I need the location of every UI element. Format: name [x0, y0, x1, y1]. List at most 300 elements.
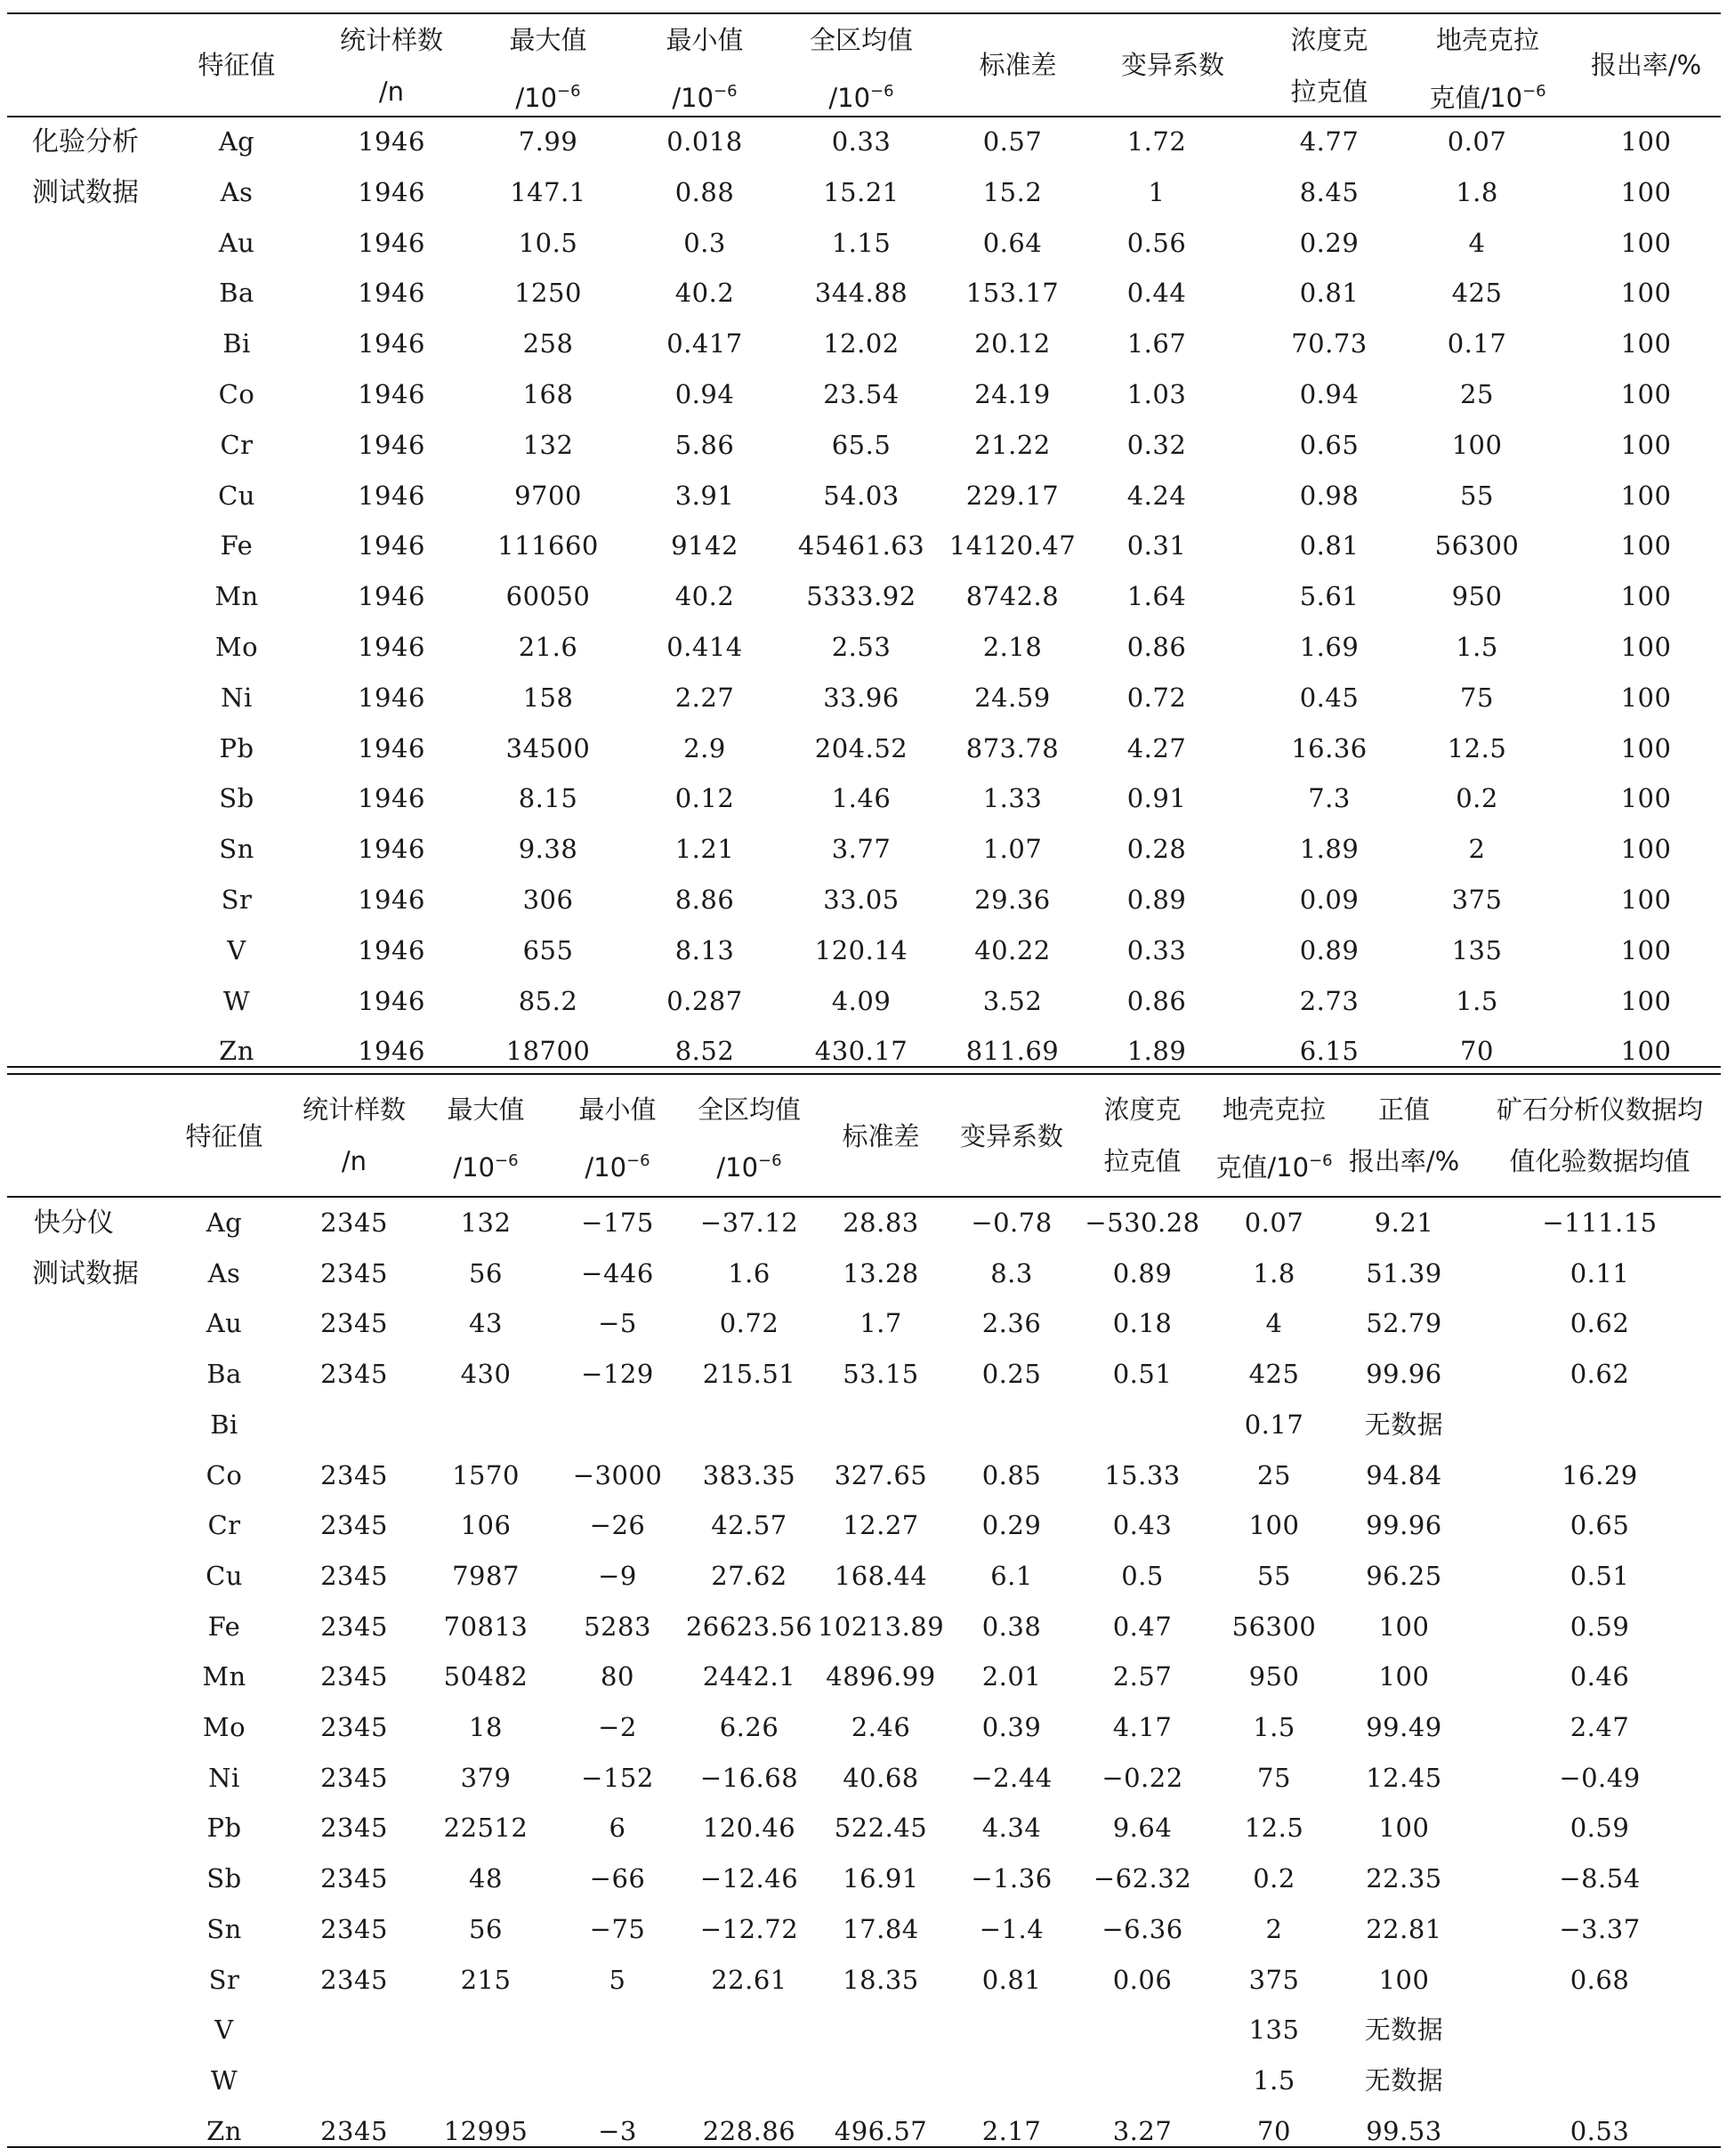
ck-cell: 0.89 [1112, 1257, 1173, 1288]
count-cell: 1946 [358, 783, 425, 814]
max-cell: 430 [460, 1359, 512, 1390]
mean-cell: 215.51 [702, 1359, 796, 1390]
table-row [0, 571, 1727, 621]
t2-header-ratio [1497, 1084, 1703, 1187]
ck-cell: 0.47 [1112, 1611, 1173, 1642]
mean-cell: 120.46 [702, 1813, 796, 1844]
count-cell: 2345 [320, 1560, 388, 1591]
rate-cell: 100 [1620, 126, 1672, 157]
t2-header-mean [698, 1084, 801, 1193]
table-row [0, 1753, 1727, 1803]
max-cell: 18700 [505, 1036, 591, 1067]
cv-cell: 1.72 [1126, 126, 1187, 157]
table-row [0, 1904, 1727, 1954]
min-cell: 1.21 [674, 834, 735, 865]
cv-cell: 0.44 [1126, 278, 1187, 309]
crust-cell: 1.5 [1253, 2064, 1295, 2095]
rate-cell: 100 [1620, 884, 1672, 915]
t2-header-count-l2: /n [341, 1146, 367, 1176]
t1-header-ck-l2: 拉克值 [1290, 77, 1368, 107]
std-cell: 14120.47 [948, 530, 1077, 561]
min-cell: −9 [598, 1560, 637, 1591]
ck-cell: 2.73 [1299, 985, 1360, 1016]
ratio-cell: 0.46 [1570, 1661, 1630, 1692]
ck-cell: 8.45 [1299, 176, 1360, 207]
t1-header-count [340, 14, 443, 117]
min-cell: 5283 [584, 1611, 651, 1642]
t2-header-ratio-l1: 矿石分析仪数据均 [1496, 1094, 1704, 1125]
table-row [0, 319, 1727, 368]
count-cell: 1946 [358, 176, 425, 207]
crust-cell: 75 [1460, 682, 1494, 713]
ratio-cell: 0.62 [1570, 1359, 1630, 1390]
min-cell: 0.3 [683, 227, 726, 258]
t1-header-rate: 报出率/% [1590, 50, 1702, 80]
mean-cell: 15.21 [823, 176, 900, 207]
element-cell: Sb [206, 1863, 242, 1894]
ck-cell: 0.65 [1299, 429, 1360, 460]
element-cell: Cu [218, 480, 255, 511]
rate-cell: 100 [1620, 985, 1672, 1016]
t1-header-feature: 特征值 [198, 50, 276, 80]
count-cell: 1946 [358, 278, 425, 309]
count-cell: 1946 [358, 732, 425, 763]
min-cell: −75 [589, 1913, 646, 1944]
t1-header-mean [810, 14, 913, 124]
element-cell: W [210, 2064, 238, 2095]
table-row [0, 925, 1727, 975]
crust-cell: 55 [1257, 1560, 1291, 1591]
std-cell: 8742.8 [965, 581, 1060, 612]
std-cell: 3.52 [982, 985, 1043, 1016]
mean-cell: 2.53 [831, 632, 892, 662]
table-row [0, 1248, 1727, 1298]
t2-header-rate-l1: 正值 [1377, 1094, 1431, 1125]
element-cell: Co [218, 379, 255, 409]
element-cell: Pb [219, 732, 254, 763]
max-cell: 1570 [452, 1459, 520, 1490]
std-cell: 20.12 [974, 328, 1051, 359]
element-cell: Bi [222, 328, 251, 359]
std-cell: 2.18 [982, 632, 1043, 662]
mean-cell: −12.46 [699, 1863, 799, 1894]
table-row [0, 773, 1727, 823]
mean-cell: 2442.1 [702, 1661, 796, 1692]
table-row [0, 1026, 1727, 1076]
count-cell: 1946 [358, 1036, 425, 1067]
t1-header-crust-exp: −6 [1522, 82, 1546, 101]
mean-cell: 12.02 [823, 328, 900, 359]
element-cell: Ag [218, 126, 255, 157]
table-row [0, 824, 1727, 874]
count-cell: 2345 [320, 1661, 388, 1692]
crust-cell: 25 [1460, 379, 1494, 409]
t1-header-max [509, 14, 586, 124]
std-cell: 13.28 [843, 1257, 919, 1288]
ck-cell: 0.29 [1299, 227, 1360, 258]
cv-cell: −1.36 [971, 1863, 1053, 1894]
element-cell: Pb [206, 1813, 242, 1844]
crust-cell: 25 [1257, 1459, 1291, 1490]
crust-cell: 375 [1248, 1964, 1300, 1995]
cv-cell: 1.67 [1126, 328, 1187, 359]
t2-header-rate [1349, 1084, 1459, 1187]
element-cell: Ba [219, 278, 254, 309]
std-cell: 16.91 [843, 1863, 919, 1894]
min-cell: 0.417 [666, 328, 743, 359]
element-cell: Sr [208, 1964, 240, 1995]
count-cell: 2345 [320, 1611, 388, 1642]
table-row [0, 1198, 1727, 1248]
crust-cell: 0.07 [1244, 1207, 1304, 1238]
rate-cell: 100 [1620, 732, 1672, 763]
min-cell: 2.9 [683, 732, 726, 763]
table-row [0, 521, 1727, 570]
crust-cell: 950 [1248, 1661, 1300, 1692]
min-cell: −26 [589, 1510, 646, 1541]
mean-cell: 228.86 [702, 2115, 796, 2146]
max-cell: 10.5 [518, 227, 578, 258]
ck-cell: 0.89 [1299, 934, 1360, 965]
table2-bottom-rule [7, 2146, 1721, 2148]
std-cell: 4896.99 [826, 1661, 936, 1692]
std-cell: 811.69 [965, 1036, 1060, 1067]
t2-header-min-exp: −6 [626, 1151, 650, 1170]
table-row [0, 2055, 1727, 2105]
max-cell: 111660 [497, 530, 599, 561]
max-cell: 158 [522, 682, 574, 713]
mean-cell: 27.62 [711, 1560, 787, 1591]
cv-cell: 1 [1148, 176, 1166, 207]
std-cell: 1.33 [982, 783, 1043, 814]
crust-cell: 12.5 [1244, 1813, 1304, 1844]
table1-bottom-rule-b [7, 1073, 1721, 1075]
rate-cell: 100 [1620, 176, 1672, 207]
count-cell: 2345 [320, 1712, 388, 1742]
ck-cell: 0.09 [1299, 884, 1360, 915]
rate-cell: 51.39 [1366, 1257, 1442, 1288]
cv-cell: 4.27 [1126, 732, 1187, 763]
crust-cell: 55 [1460, 480, 1494, 511]
mean-cell: −12.72 [699, 1913, 799, 1944]
min-cell: 0.12 [674, 783, 735, 814]
ratio-cell: 2.47 [1570, 1712, 1630, 1742]
rate-cell: 无数据 [1364, 1409, 1444, 1440]
mean-cell: −16.68 [699, 1762, 799, 1793]
min-cell: 0.88 [674, 176, 735, 207]
cv-cell: −2.44 [971, 1762, 1053, 1793]
ck-cell: −530.28 [1085, 1207, 1200, 1238]
std-cell: 40.68 [843, 1762, 919, 1793]
count-cell: 2345 [320, 1913, 388, 1944]
crust-cell: 1.5 [1456, 985, 1498, 1016]
rate-cell: 52.79 [1366, 1308, 1442, 1339]
t2-header-mean-exp: −6 [758, 1151, 782, 1170]
crust-cell: 1.8 [1253, 1257, 1295, 1288]
cv-cell: 1.89 [1126, 1036, 1187, 1067]
rate-cell: 100 [1620, 530, 1672, 561]
ck-cell: 0.81 [1299, 530, 1360, 561]
crust-cell: 2 [1468, 834, 1486, 865]
element-cell: Ni [208, 1762, 240, 1793]
count-cell: 1946 [358, 227, 425, 258]
max-cell: 655 [522, 934, 574, 965]
table-row [0, 2106, 1727, 2156]
crust-cell: 0.2 [1456, 783, 1498, 814]
crust-cell: 56300 [1231, 1611, 1317, 1642]
cv-cell: 0.29 [981, 1510, 1042, 1541]
std-cell: 153.17 [965, 278, 1060, 309]
table-row [0, 723, 1727, 773]
rate-cell: 100 [1620, 581, 1672, 612]
max-cell: 132 [522, 429, 574, 460]
ratio-cell: −8.54 [1559, 1863, 1641, 1894]
crust-cell: 70 [1257, 2115, 1291, 2146]
cv-cell: 0.85 [981, 1459, 1042, 1490]
crust-cell: 100 [1248, 1510, 1300, 1541]
max-cell: 56 [469, 1257, 503, 1288]
ck-cell: 9.64 [1112, 1813, 1173, 1844]
t2-header-max-exp: −6 [495, 1151, 519, 1170]
table-row [0, 369, 1727, 419]
element-cell: Mn [214, 581, 259, 612]
element-cell: Cr [207, 1510, 241, 1541]
element-cell: Sb [219, 783, 254, 814]
count-cell: 1946 [358, 934, 425, 965]
t2-header-max [447, 1084, 524, 1193]
rate-cell: 99.96 [1366, 1359, 1442, 1390]
table-row [0, 976, 1727, 1026]
std-cell: 28.83 [843, 1207, 919, 1238]
mean-cell: 6.26 [719, 1712, 779, 1742]
table-row [0, 471, 1727, 521]
count-cell: 2345 [320, 1459, 388, 1490]
element-cell: Sn [206, 1913, 242, 1944]
min-cell: 3.91 [674, 480, 735, 511]
max-cell: 306 [522, 884, 574, 915]
count-cell: 1946 [358, 126, 425, 157]
t1-header-count-l1: 统计样数 [339, 25, 444, 55]
t2-header-mean-l1: 全区均值 [697, 1094, 802, 1125]
cv-cell: 0.86 [1126, 985, 1187, 1016]
mean-cell: 22.61 [711, 1964, 787, 1995]
table-row [0, 1602, 1727, 1651]
rate-cell: 100 [1378, 1611, 1430, 1642]
element-cell: Sr [221, 884, 253, 915]
crust-cell: 0.17 [1447, 328, 1507, 359]
table-row [0, 1500, 1727, 1550]
t1-header-crust-l1: 地壳克拉 [1435, 25, 1540, 55]
crust-cell: 75 [1257, 1762, 1291, 1793]
t2-header-count-l1: 统计样数 [302, 1094, 407, 1125]
t2-header-ratio-l2: 值化验数据均值 [1509, 1146, 1691, 1176]
min-cell: 8.86 [674, 884, 735, 915]
cv-cell: 4.34 [981, 1813, 1042, 1844]
min-cell: 9142 [671, 530, 738, 561]
count-cell: 1946 [358, 328, 425, 359]
std-cell: 21.22 [974, 429, 1051, 460]
t2-header-ck [1103, 1084, 1181, 1187]
mean-cell: 1.6 [728, 1257, 771, 1288]
table-row [0, 1651, 1727, 1701]
mean-cell: 65.5 [831, 429, 892, 460]
cv-cell: 0.56 [1126, 227, 1187, 258]
ck-cell: 0.06 [1112, 1964, 1173, 1995]
table-row [0, 1400, 1727, 1449]
t1-header-max-exp: −6 [557, 82, 581, 101]
table-row [0, 218, 1727, 268]
count-cell: 2345 [320, 1863, 388, 1894]
min-cell: 0.414 [666, 632, 743, 662]
max-cell: 56 [469, 1913, 503, 1944]
max-cell: 70813 [443, 1611, 529, 1642]
t1-header-min-exp: −6 [714, 82, 738, 101]
crust-cell: 425 [1248, 1359, 1300, 1390]
ck-cell: 0.45 [1299, 682, 1360, 713]
table-row [0, 673, 1727, 723]
mean-cell: 344.88 [814, 278, 908, 309]
cv-cell: 1.64 [1126, 581, 1187, 612]
min-cell: 8.52 [674, 1036, 735, 1067]
crust-cell: 70 [1460, 1036, 1494, 1067]
ratio-cell: −111.15 [1542, 1207, 1658, 1238]
t2-header-crust-l2: 克值/10 [1215, 1152, 1310, 1183]
std-cell: 12.27 [843, 1510, 919, 1541]
ck-cell: 1.69 [1299, 632, 1360, 662]
element-cell: Au [218, 227, 255, 258]
max-cell: 9700 [514, 480, 582, 511]
min-cell: 8.13 [674, 934, 735, 965]
t2-header-cv: 变异系数 [959, 1121, 1064, 1151]
t2-header-crust [1215, 1084, 1332, 1193]
table-row [0, 1349, 1727, 1399]
t2-header-std: 标准差 [842, 1121, 920, 1151]
count-cell: 1946 [358, 682, 425, 713]
cv-cell: 0.28 [1126, 834, 1187, 865]
ratio-cell: −0.49 [1559, 1762, 1641, 1793]
element-cell: Ag [206, 1207, 243, 1238]
rate-cell: 100 [1620, 328, 1672, 359]
count-cell: 1946 [358, 530, 425, 561]
count-cell: 1946 [358, 480, 425, 511]
count-cell: 1946 [358, 884, 425, 915]
count-cell: 1946 [358, 429, 425, 460]
ck-cell: −0.22 [1102, 1762, 1183, 1793]
crust-cell: 2 [1265, 1913, 1283, 1944]
max-cell: 379 [460, 1762, 512, 1793]
rate-cell: 100 [1620, 379, 1672, 409]
crust-cell: 375 [1451, 884, 1503, 915]
rate-cell: 9.21 [1374, 1207, 1434, 1238]
min-cell: −152 [581, 1762, 654, 1793]
rate-cell: 100 [1620, 783, 1672, 814]
min-cell: 0.287 [666, 985, 743, 1016]
min-cell: 40.2 [674, 581, 735, 612]
element-cell: Sn [219, 834, 254, 865]
rate-cell: 100 [1378, 1661, 1430, 1692]
rate-cell: 100 [1378, 1813, 1430, 1844]
crust-cell: 4 [1468, 227, 1486, 258]
element-cell: Zn [219, 1036, 254, 1067]
max-cell: 43 [469, 1308, 503, 1339]
max-cell: 18 [469, 1712, 503, 1742]
table-row [0, 1450, 1727, 1500]
element-cell: Ba [206, 1359, 242, 1390]
rate-cell: 100 [1620, 227, 1672, 258]
cv-cell: 0.91 [1126, 783, 1187, 814]
rate-cell: 100 [1620, 934, 1672, 965]
element-cell: V [227, 934, 246, 965]
t1-header-cv: 变异系数 [1120, 50, 1225, 80]
table-row [0, 420, 1727, 470]
cv-cell: 0.86 [1126, 632, 1187, 662]
rate-cell: 无数据 [1364, 2064, 1444, 2095]
max-cell: 132 [460, 1207, 512, 1238]
ck-cell: 70.73 [1291, 328, 1368, 359]
ck-cell: 1.89 [1299, 834, 1360, 865]
std-cell: 0.57 [982, 126, 1043, 157]
ck-cell: 0.43 [1112, 1510, 1173, 1541]
std-cell: 168.44 [834, 1560, 928, 1591]
rate-cell: 100 [1620, 682, 1672, 713]
ck-cell: 2.57 [1112, 1661, 1173, 1692]
std-cell: 873.78 [965, 732, 1060, 763]
t2-header-ck-l2: 拉克值 [1103, 1146, 1182, 1176]
max-cell: 50482 [443, 1661, 529, 1692]
min-cell: −66 [589, 1863, 646, 1894]
count-cell: 2345 [320, 1207, 388, 1238]
ratio-cell: 0.11 [1570, 1257, 1630, 1288]
ck-cell: 7.3 [1308, 783, 1351, 814]
mean-cell: 26623.56 [685, 1611, 813, 1642]
cv-cell: 0.72 [1126, 682, 1187, 713]
min-cell: −446 [581, 1257, 654, 1288]
table-row [0, 875, 1727, 925]
cv-cell: 2.17 [981, 2115, 1042, 2146]
ck-cell: 15.33 [1104, 1459, 1181, 1490]
cv-cell: 0.31 [1126, 530, 1187, 561]
min-cell: 40.2 [674, 278, 735, 309]
ck-cell: 3.27 [1112, 2115, 1173, 2146]
crust-cell: 0.17 [1244, 1409, 1304, 1440]
element-cell: W [222, 985, 251, 1016]
rate-cell: 100 [1620, 632, 1672, 662]
cv-cell: 0.39 [981, 1712, 1042, 1742]
t1-section-label-l2: 测试数据 [32, 177, 139, 208]
max-cell: 48 [469, 1863, 503, 1894]
max-cell: 215 [460, 1964, 512, 1995]
element-cell: As [220, 176, 254, 207]
element-cell: Au [206, 1308, 243, 1339]
table-row [0, 2005, 1727, 2055]
t2-header-count [303, 1084, 406, 1187]
mean-cell: 54.03 [823, 480, 900, 511]
element-cell: Ni [221, 682, 253, 713]
crust-cell: 0.07 [1447, 126, 1507, 157]
mean-cell: 3.77 [831, 834, 892, 865]
std-cell: 522.45 [834, 1813, 928, 1844]
crust-cell: 12.5 [1447, 732, 1507, 763]
t1-header-mean-l2: /10 [828, 83, 871, 113]
max-cell: 9.38 [518, 834, 578, 865]
count-cell: 2345 [320, 1813, 388, 1844]
ratio-cell: 0.62 [1570, 1308, 1630, 1339]
min-cell: −5 [598, 1308, 637, 1339]
crust-cell: 56300 [1434, 530, 1520, 561]
min-cell: −3 [598, 2115, 637, 2146]
element-cell: Mo [214, 632, 259, 662]
t1-header-count-l2: /n [378, 77, 405, 107]
